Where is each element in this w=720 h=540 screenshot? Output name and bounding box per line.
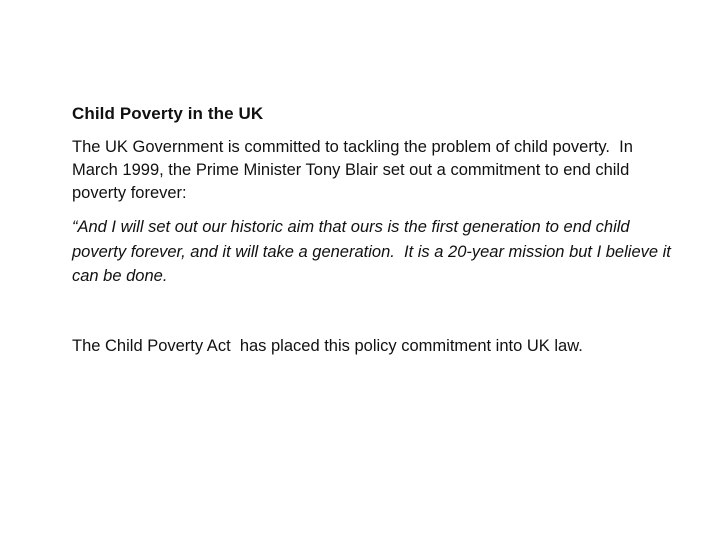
blair-quote: “And I will set out our historic aim that ours is the first generation to end child poverty forever, and it will take a generation. It is a 20-year mission but I believe it can be done. xyxy=(72,218,676,285)
conclusion-paragraph: The Child Poverty Act has placed this policy commitment into UK law. xyxy=(72,336,583,355)
slide-content xyxy=(72,101,682,358)
slide-title: Child Poverty in the UK xyxy=(72,104,264,123)
intro-paragraph: The UK Government is committed to tackling the problem of child poverty. In March 1999, the Prime Minister Tony Blair set out a commitment to end child poverty forever: xyxy=(72,138,638,202)
